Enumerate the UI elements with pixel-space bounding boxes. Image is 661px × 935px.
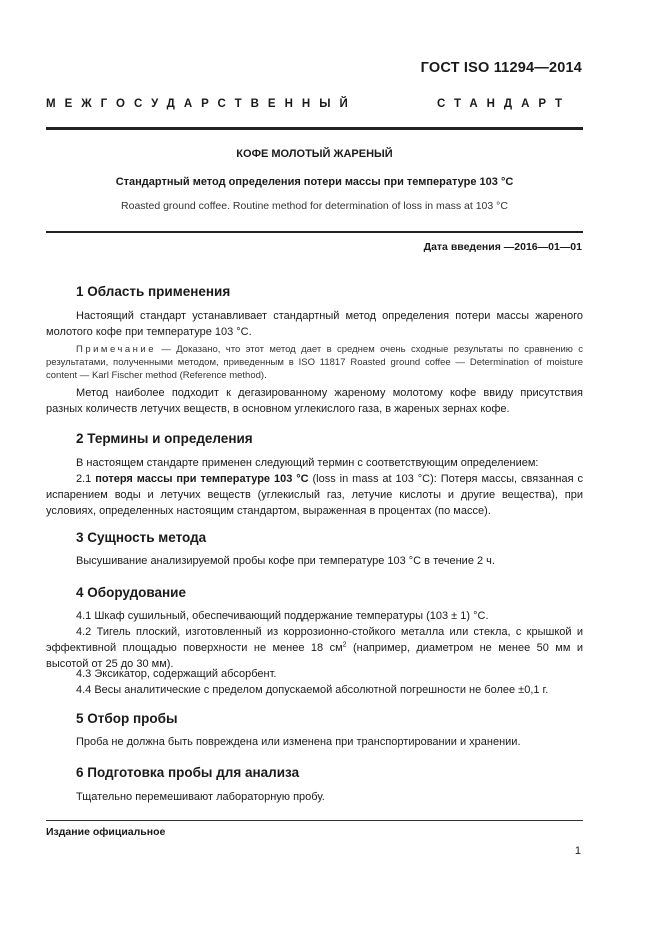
section-5-paragraph: Проба не должна быть повреждена или изменена при транспортировании и хранении. [76,736,521,748]
title-rule [46,231,583,233]
section-5-heading: 5 Отбор пробы [76,711,178,726]
document-subtitle: Стандартный метод определения потери массы при температуре 103 °С [115,176,514,188]
section-1-paragraph-2: Метод наиболее подходит к дегазированному жареному молотому кофе ввиду присутствия разных количеств летучих веществ, в основном углекислого газа, в жареных зернах кофе. [46,387,583,415]
standard-label: СТАНДАРТ [437,98,571,110]
footer-rule [46,820,583,821]
section-6-heading: 6 Подготовка пробы для анализа [76,765,300,780]
section-1-paragraph: Настоящий стандарт устанавливает стандартный метод определения потери массы жареного молотого кофе при температуре 103 °С. [46,310,583,338]
document-code: ГОСТ ISO 11294—2014 [420,60,582,76]
term-name: потеря массы при температуре 103 °С [95,473,309,485]
section-2-paragraph: В настоящем стандарте применен следующий термин с соответствующим определением: [76,457,539,469]
section-1-note: Примечание — Доказано, что этот метод дает в среднем очень сходные результаты по сравнению с результатами, полученными методом, приведенным в ISO 11817 Roasted ground coffee — Determination of moisture content — Karl Fischer method (Reference method). [46,344,583,381]
standard-type-label: МЕЖГОСУДАРСТВЕННЫЙ [46,98,357,110]
effective-date: Дата введения —2016—01—01 [423,241,582,253]
equipment-item-3: 4.3 Эксикатор, содержащий абсорбент. [76,668,277,680]
note-label: Примечание [76,344,156,355]
english-title: Roasted ground coffee. Routine method for determination of loss in mass at 103 °С [121,200,508,212]
term-definition: 2.1 потеря массы при температуре 103 °С (loss in mass at 103 °С): Потеря массы, связанная с испарением воды и летучих веществ (углекислый газ, летучие кислоты и другие вещества), при условиях, определенных настоящим стандартом, выраженная в процентах (по массе). [46,473,584,517]
section-4-heading: 4 Оборудование [76,585,186,600]
section-1-heading: 1 Область применения [76,284,231,299]
edition-label: Издание официальное [46,826,166,838]
equipment-item-4: 4.4 Весы аналитические с пределом допускаемой абсолютной погрешности не более ±0,1 г. [76,684,549,696]
equipment-item-2: 4.2 Тигель плоский, изготовленный из коррозионно-стойкого металла или стекла, с крышкой и эффективной площадью поверхности не менее 18 $см^2$ (например, диаметром не менее 50 мм и высотой от 25 до 30 мм). [46,626,584,670]
section-2-heading: 2 Термины и определения [76,431,253,446]
section-3-paragraph: Высушивание анализируемой пробы кофе при температуре 103 °С в течение 2 ч. [76,555,495,567]
section-6-paragraph: Тщательно перемешивают лабораторную пробу. [76,791,325,803]
equipment-item-1: 4.1 Шкаф сушильный, обеспечивающий поддержание температуры (103 ± 1) °С. [76,610,489,622]
document-title: КОФЕ МОЛОТЫЙ ЖАРЕНЫЙ [236,148,393,160]
page-number: 1 [574,845,581,857]
section-3-heading: 3 Сущность метода [76,530,207,545]
header-rule [46,127,583,130]
